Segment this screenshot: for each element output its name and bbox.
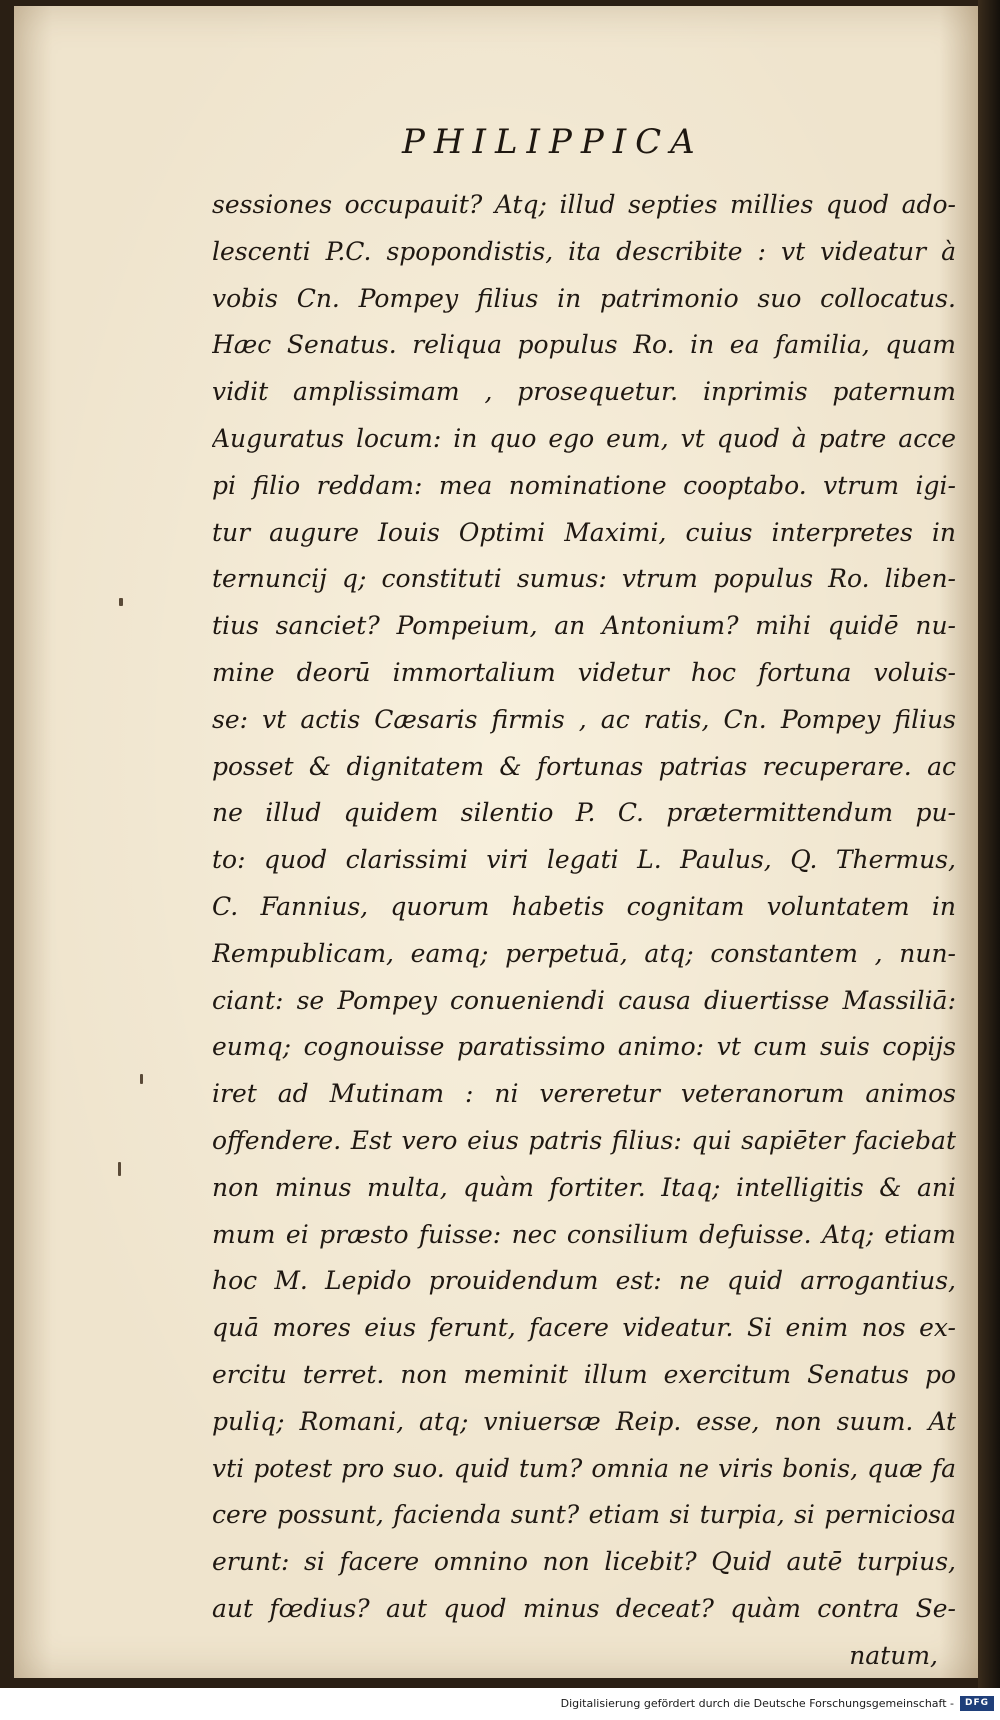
funding-credit: Digitalisierung gefördert durch die Deutsche Forschungsgemeinschaft - (560, 1697, 954, 1710)
text-line: ciant: se Pompey conueniendi causa diuertisse Massiliā: (212, 985, 956, 1015)
text-line: Rempublicam, eamq; perpetuā, atq; constantem , nun- (212, 938, 956, 968)
text-line: se: vt actis Cæsaris firmis , ac ratis, Cn. Pompey filius (212, 704, 956, 734)
text-line: tius sanciet? Pompeium, an Antonium? mihi quidē nu- (212, 611, 956, 641)
text-line: erunt: si facere omnino non licebit? Quid autē turpius, (212, 1547, 956, 1577)
text-line: lescenti P.C. spopondistis, ita describite : vt videatur à (212, 236, 956, 266)
text-line: iret ad Mutinam : ni vereretur veteranorum animos (212, 1079, 956, 1109)
text-line: pi filio reddam: mea nominatione cooptabo. vtrum igi- (212, 470, 956, 500)
text-line: ercitu terret. non meminit illum exercitum Senatus po (212, 1359, 956, 1389)
text-line: cere possunt, facienda sunt? etiam si turpia, si perniciosa (212, 1500, 956, 1530)
running-head: PHILIPPICA (402, 122, 704, 162)
text-line: mine deorū immortalium videtur hoc fortuna voluis- (212, 657, 956, 687)
text-line: to: quod clarissimi viri legati L. Paulus, Q. Thermus, (212, 845, 956, 875)
text-line: eumq; cognouisse paratissimo animo: vt cum suis copijs (212, 1032, 956, 1062)
text-line: ne illud quidem silentio P. C. prætermittendum pu- (212, 798, 956, 828)
text-line: ternuncij q; constituti sumus: vtrum populus Ro. liben- (212, 564, 956, 594)
text-block (212, 182, 956, 1680)
text-line: mum ei præsto fuisse: nec consilium defuisse. Atq; etiam (212, 1219, 956, 1249)
text-line: quā mores eius ferunt, facere videatur. Si enim nos ex- (212, 1313, 956, 1343)
text-line: vidit amplissimam , prosequetur. inprimis paternum (212, 377, 956, 407)
text-line: aut fœdius? aut quod minus deceat? quàm contra Se- (212, 1593, 956, 1623)
margin-speck (140, 1074, 143, 1084)
text-line: vobis Cn. Pompey filius in patrimonio suo collocatus. (212, 283, 956, 313)
text-line: sessiones occupauit? Atq; illud septies millies quod ado- (212, 190, 956, 219)
text-line: puliq; Romani, atq; vniuersæ Reip. esse, non suum. At (212, 1406, 956, 1436)
text-line: vti potest pro suo. quid tum? omnia ne viris bonis, quæ fa (212, 1453, 956, 1483)
dfg-logo: DFG (960, 1696, 994, 1711)
book-edge (978, 0, 1000, 1688)
text-line: offendere. Est vero eius patris filius: qui sapiēter faciebat (212, 1125, 956, 1155)
text-line: natum, (849, 1640, 938, 1670)
margin-speck (119, 598, 123, 606)
text-line: tur augure Iouis Optimi Maximi, cuius interpretes in (212, 517, 956, 547)
footer-bar (0, 1688, 1000, 1720)
text-line: posset & dignitatem & fortunas patrias recuperare. ac (212, 751, 956, 781)
text-line: non minus multa, quàm fortiter. Itaq; intelligitis & ani (212, 1172, 956, 1202)
text-line: Hæc Senatus. reliqua populus Ro. in ea familia, quam (212, 330, 956, 360)
text-line: Auguratus locum: in quo ego eum, vt quod à patre acce (212, 423, 956, 453)
margin-speck (118, 1162, 121, 1176)
text-line: C. Fannius, quorum habetis cognitam voluntatem in (212, 891, 956, 921)
text-line: hoc M. Lepido prouidendum est: ne quid arrogantius, (212, 1266, 956, 1296)
